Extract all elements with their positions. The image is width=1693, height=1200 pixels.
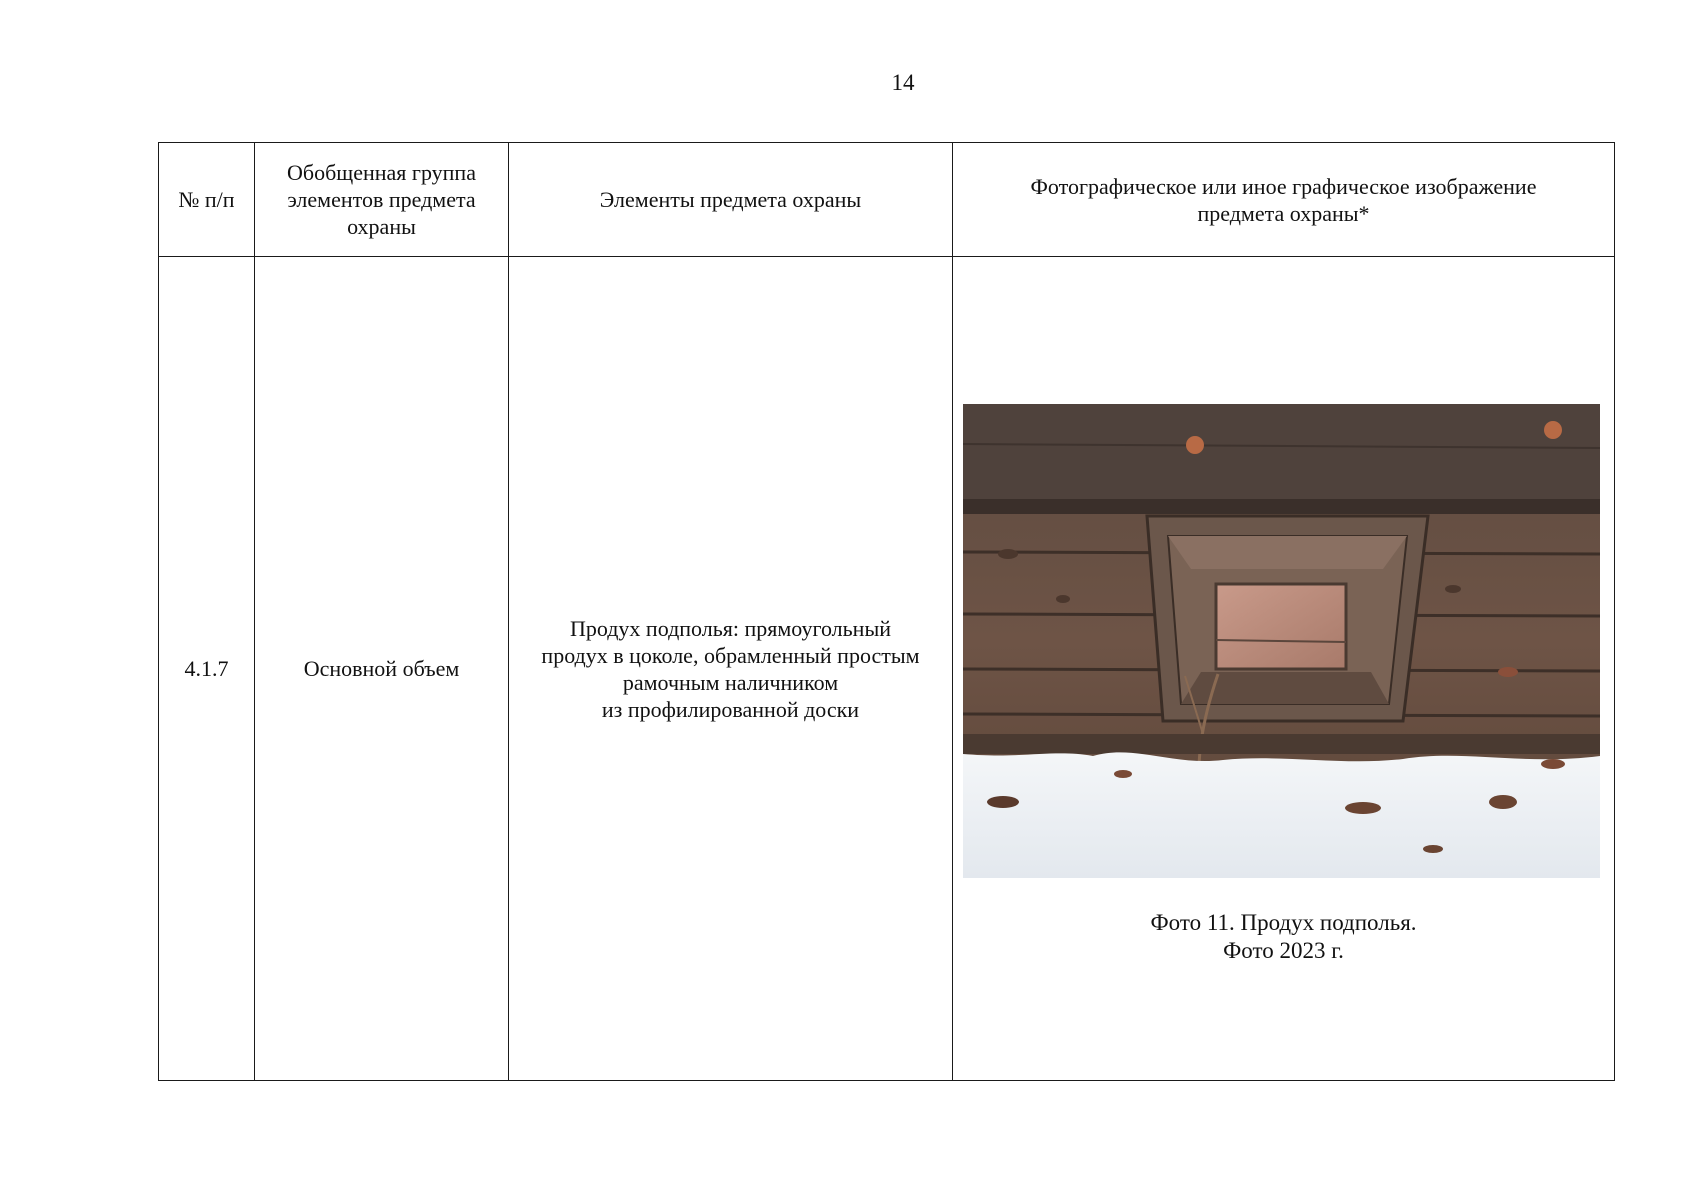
- page-number: 14: [891, 70, 915, 95]
- elements-line: Продух подполья: прямоугольный: [569, 615, 891, 641]
- caption-line: Фото 2023 г.: [1223, 938, 1344, 963]
- header-group: Обобщенная группа элементов предмета охраны: [255, 143, 509, 257]
- photo-caption: [953, 909, 1614, 965]
- row-group: Основной объем: [255, 257, 509, 1081]
- elements-line: из профилированной доски: [601, 696, 860, 722]
- elements-line: продух в цоколе, обрамленный простым: [541, 642, 920, 668]
- protection-elements-table: [158, 142, 1615, 1081]
- row-photo-cell: [953, 257, 1615, 1081]
- row-number: 4.1.7: [159, 257, 255, 1081]
- table-row: [159, 257, 1615, 1081]
- basement-vent-photo: [963, 404, 1600, 878]
- header-photo: Фотографическое или иное графическое изображение предмета охраны*: [953, 143, 1615, 257]
- table-header-row: [159, 143, 1615, 257]
- header-number: № п/п: [159, 143, 255, 257]
- caption-line: Фото 11. Продух подполья.: [1150, 910, 1417, 935]
- elements-line: рамочным наличником: [622, 669, 839, 695]
- row-elements: [509, 257, 953, 1081]
- header-elements: Элементы предмета охраны: [509, 143, 953, 257]
